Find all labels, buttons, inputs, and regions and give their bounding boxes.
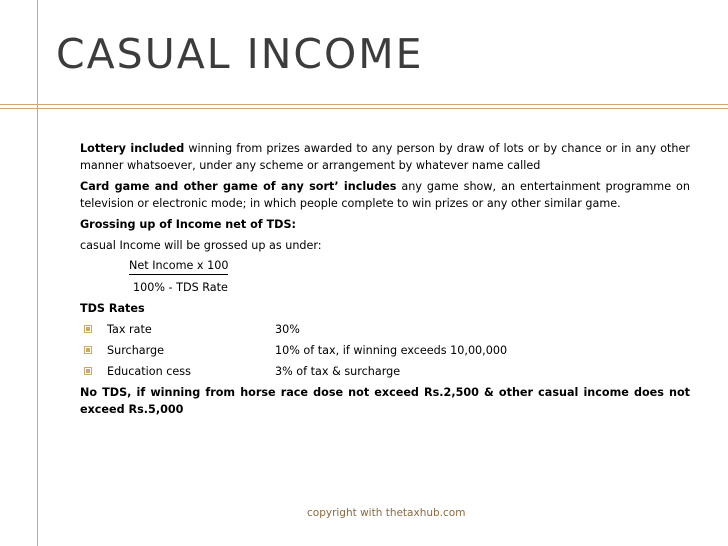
- tds-heading: TDS Rates: [80, 302, 145, 315]
- tds-rate-label: Tax rate: [107, 323, 152, 336]
- tds-rate-value: 3% of tax & surcharge: [275, 365, 401, 378]
- grossing-heading: Grossing up of Income net of TDS:: [80, 218, 296, 231]
- tds-rate-value: 30%: [275, 323, 300, 336]
- tds-rate-label: Surcharge: [107, 344, 165, 357]
- accent-vertical-line: [37, 0, 38, 546]
- square-bullet-icon: [84, 346, 92, 354]
- formula-numerator: Net Income x 100: [129, 258, 228, 275]
- card-game-paragraph: [80, 178, 690, 212]
- grossing-text: casual Income will be grossed up as under:: [80, 239, 322, 252]
- list-item: [80, 342, 690, 359]
- card-game-term: Card game and other game of any sort’ includes: [80, 180, 397, 193]
- square-bullet-icon: [84, 325, 92, 333]
- lottery-definition: winning from prizes awarded to any person by draw of lots or by chance or in any other manner whatsoever, under any scheme or arrangement by whatever name called: [80, 142, 690, 172]
- lottery-term: Lottery included: [80, 142, 185, 155]
- lottery-paragraph: [80, 140, 690, 174]
- accent-horizontal-line-bottom: [0, 108, 728, 109]
- slide-body: [80, 140, 690, 422]
- accent-horizontal-line-top: [0, 104, 728, 105]
- formula-numerator-row: [80, 254, 690, 275]
- slide-title: CASUAL INCOME: [56, 30, 424, 78]
- tds-rate-value: 10% of tax, if winning exceeds 10,00,000: [275, 344, 508, 357]
- card-game-definition: any game show, an entertainment programme on television or electronic mode; in which people complete to win prizes or any other similar game.: [80, 180, 690, 210]
- copyright-footer: copyright with thetaxhub.com: [307, 507, 466, 519]
- tds-rates-list: [80, 321, 690, 380]
- formula-denominator: 100% - TDS Rate: [133, 281, 228, 294]
- list-item: [80, 321, 690, 338]
- square-bullet-icon: [84, 367, 92, 375]
- closing-note: No TDS, if winning from horse race dose not exceed Rs.2,500 & other casual income does not exceed Rs.5,000: [80, 386, 690, 416]
- list-item: [80, 363, 690, 380]
- tds-rate-label: Education cess: [107, 365, 191, 378]
